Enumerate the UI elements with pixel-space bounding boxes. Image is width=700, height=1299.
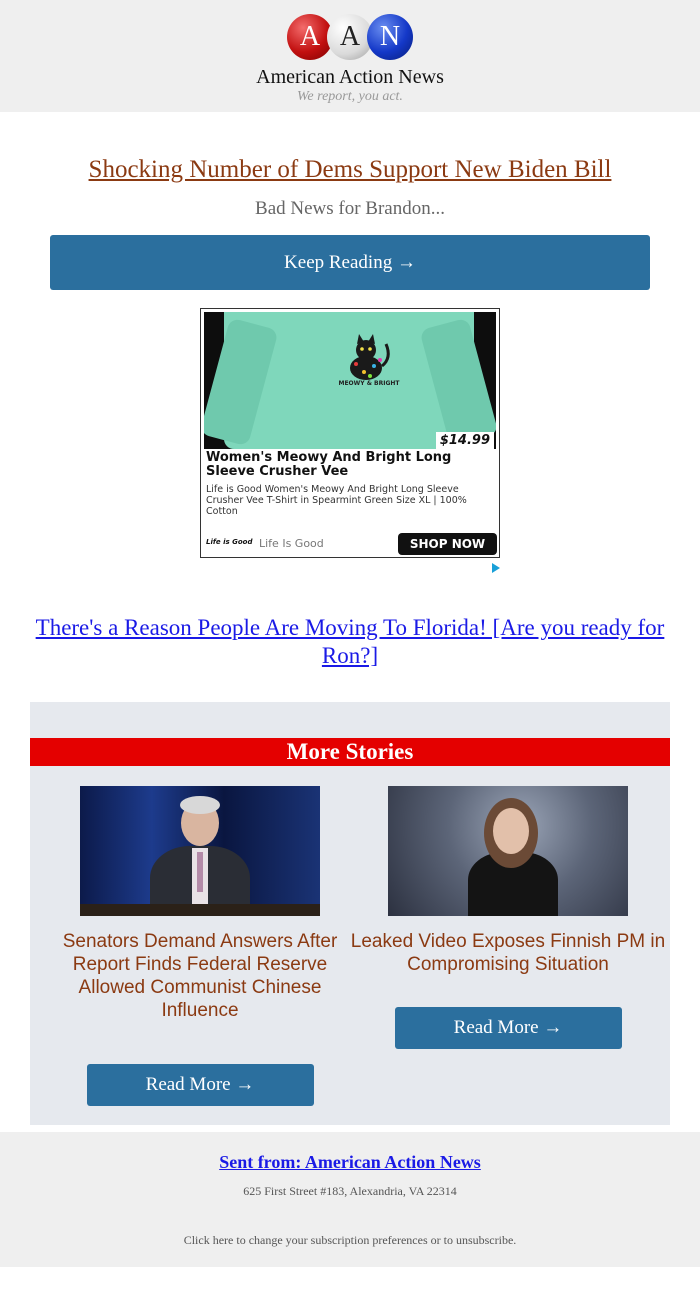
more-stories-heading: More Stories xyxy=(30,738,670,766)
ad-product-image[interactable] xyxy=(204,312,496,449)
product-ad[interactable] xyxy=(200,308,500,558)
story-title[interactable]: Senators Demand Answers After Report Finds Federal Reserve Allowed Communist Chinese Influence xyxy=(62,931,338,1021)
read-more-button[interactable]: Read More → xyxy=(395,1007,622,1049)
shop-now-button[interactable]: SHOP NOW xyxy=(398,533,497,555)
ad-title[interactable]: Women's Meowy And Bright Long Sleeve Crusher Vee xyxy=(206,450,452,479)
sweater-sleeve-right xyxy=(419,318,496,447)
more-stories-section xyxy=(30,702,670,1125)
logo-letter-n: N xyxy=(367,14,413,60)
tagline: We report, you act. xyxy=(297,89,403,104)
story-card xyxy=(50,786,350,1106)
price-tag: $14.99 xyxy=(436,432,494,449)
ad-brand-logo: Life is Good xyxy=(206,538,253,546)
email-header xyxy=(0,0,700,112)
footer-address: 625 First Street #183, Alexandria, VA 22314 xyxy=(243,1184,457,1198)
sent-from-link[interactable]: Sent from: American Action News xyxy=(219,1152,481,1172)
tie-shape xyxy=(197,852,203,892)
keep-reading-button[interactable]: Keep Reading → xyxy=(50,235,650,290)
main-story xyxy=(0,112,700,290)
brand-name: American Action News xyxy=(256,66,444,88)
florida-story xyxy=(0,574,700,670)
logo-letter-a1: A xyxy=(287,14,333,60)
subhead: Bad News for Brandon... xyxy=(255,198,445,219)
ad-description: Life is Good Women's Meowy And Bright Long Sleeve Crusher Vee T-Shirt in Spearmint Green Size XL | 100% Cotton xyxy=(206,484,467,517)
ad-image-caption: MEOWY & BRIGHT xyxy=(338,380,400,387)
logo-letter-a2: A xyxy=(327,14,373,60)
headline-link[interactable]: Shocking Number of Dems Support New Biden Bill xyxy=(88,156,612,183)
florida-link[interactable]: There's a Reason People Are Moving To Florida! [Are you ready for Ron?] xyxy=(35,615,665,668)
ad-brand-name: Life Is Good xyxy=(259,537,324,550)
sweater-shape xyxy=(224,312,474,449)
story-card xyxy=(350,786,666,1049)
read-more-button[interactable]: Read More → xyxy=(87,1064,314,1106)
person-face-shape xyxy=(493,808,529,854)
story-image-federal-reserve[interactable] xyxy=(80,786,320,916)
story-title[interactable]: Leaked Video Exposes Finnish PM in Compromising Situation xyxy=(350,931,666,975)
adchoices-icon[interactable] xyxy=(492,563,500,573)
aan-logo[interactable] xyxy=(0,14,700,62)
story-image-finnish-pm[interactable] xyxy=(388,786,628,916)
podium-shape xyxy=(80,904,320,916)
adchoices-row xyxy=(200,560,500,574)
sweater-sleeve-left xyxy=(204,318,279,447)
speaker-hair-shape xyxy=(180,796,220,814)
unsubscribe-link[interactable]: Click here to change your subscription preferences or to unsubscribe. xyxy=(183,1233,517,1247)
email-footer xyxy=(0,1132,700,1267)
